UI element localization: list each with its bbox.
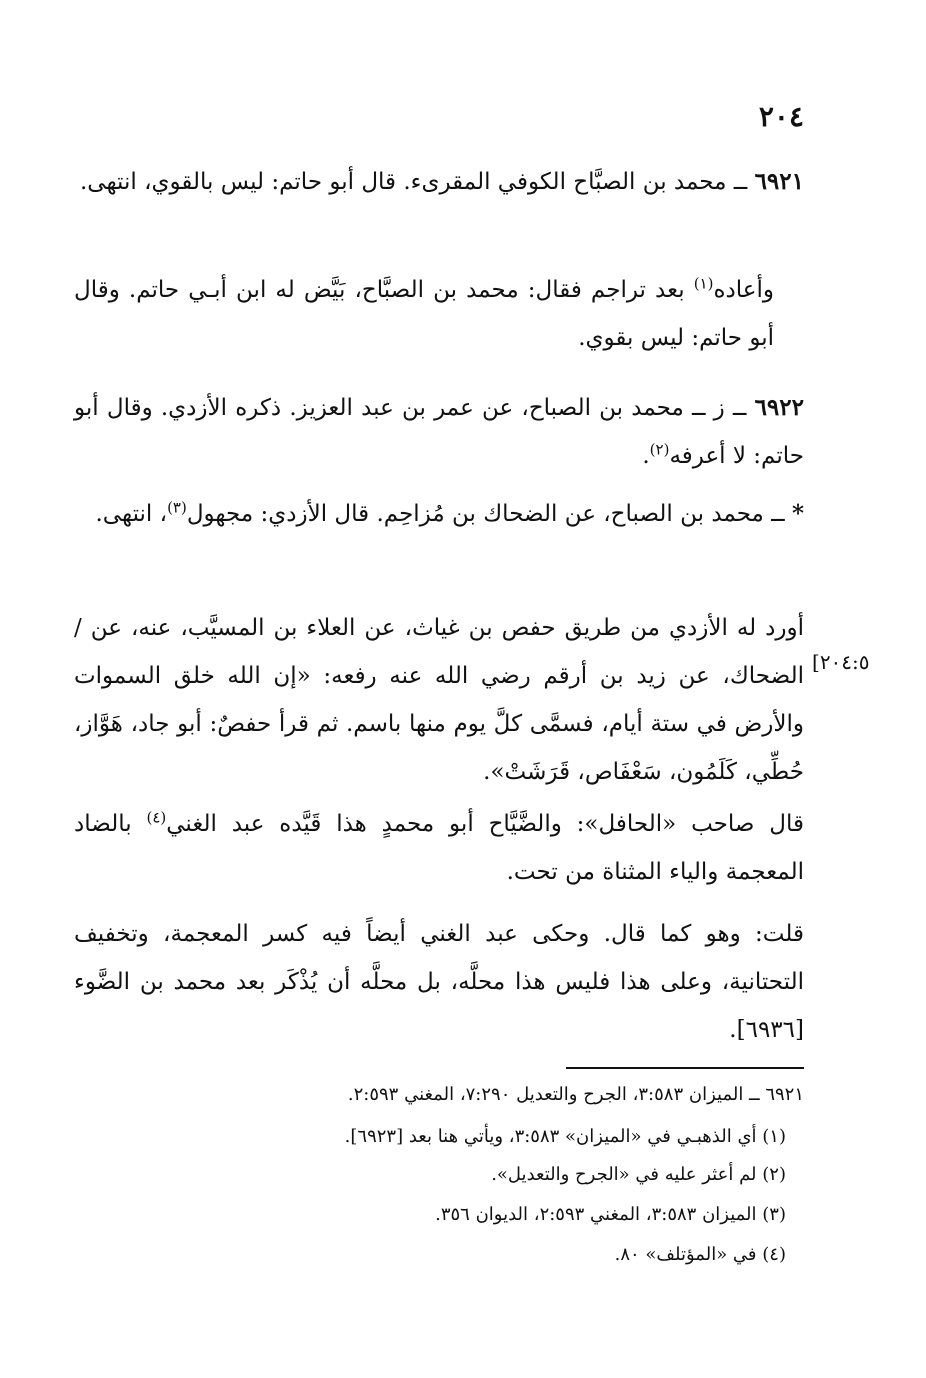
entry-6921 [74,158,804,206]
hadith-paragraph [74,604,804,796]
footnote-text: أي الذهبـي في «الميزان» ٣:٥٨٣، ويأتي هنا بعد [٦٩٢٣]. [344,1126,763,1147]
footnote-divider [566,1067,804,1069]
footnote-text: الميزان ٣:٥٨٣، المغني ٢:٥٩٣، الديوان ٣٥٦. [435,1204,763,1225]
paragraph-text-cont: بالضاد المعجمة والياء المثناة من تحت. [74,811,804,885]
entry-number: ٦٩٢١ [754,168,804,195]
footnote-ref-3[interactable]: (٣) [167,498,187,517]
footnote-ref-4[interactable]: (٤) [146,808,167,827]
entry-reprise [74,266,774,362]
entry-text: وأعاده [713,277,774,303]
footnote-label: (٤) [762,1244,786,1265]
footnote-text: لم أعثر عليه في «الجرح والتعديل». [491,1164,763,1185]
entry-text-cont: ، انتهى. [95,501,168,527]
footnote-4 [56,1240,786,1270]
entry-text-cont: . [642,443,650,469]
footnote-label: ٦٩٢١ [765,1084,804,1105]
footnote-1 [56,1122,786,1152]
page-number: ٢٠٤ [758,100,804,133]
entry-text: ــ محمد بن الصباح، عن الضحاك بن مُزاحِم. قال الأزدي: مجهول [186,501,792,527]
footnote-ref-1[interactable]: (١) [693,274,714,293]
qultu-paragraph [74,910,804,1054]
entry-number: ٦٩٢٢ [754,394,804,421]
entry-6922 [74,384,804,480]
footnote-3 [56,1200,786,1230]
margin-reference: [٢٠٤:٥ [812,650,870,674]
footnote-label: (١) [762,1126,786,1147]
entry-text-cont: بعد تراجم فقال: محمد بن الصبَّاح، بَيَّض له ابن أبـي حاتم. وقال أبو حاتم: ليس بقوي. [74,277,774,351]
footnote-text: في «المؤتلف» ٨٠. [614,1244,763,1265]
entry-text: ــ محمد بن الصبَّاح الكوفي المقرىء. قال أبو حاتم: ليس بالقوي، انتهى. [79,169,755,195]
entry-text: ــ ز ــ محمد بن الصباح، عن عمر بن عبد العزيز. ذكره الأزدي. وقال أبو حاتم: لا أعرفه [74,395,804,469]
entry-star-marker: * [791,500,804,527]
footnote-6921 [74,1080,804,1110]
footnote-label: (٣) [762,1204,786,1225]
footnote-ref-2[interactable]: (٢) [649,440,670,459]
footnote-2 [56,1160,786,1190]
footnote-label: (٢) [762,1164,786,1185]
paragraph-text: قلت: وهو كما قال. وحكى عبد الغني أيضاً فيه كسر المعجمة، وتخفيف التحتانية، وعلى هذا فليس هذا محلَّه، بل محلَّه أن يُذْكَر بعد محمد بن الضَّوء [٦٩٣٦]. [74,921,804,1043]
footnote-text: ــ الميزان ٣:٥٨٣، الجرح والتعديل ٧:٢٩٠، المغني ٢:٥٩٣. [347,1084,766,1105]
paragraph-text: قال صاحب «الحافل»: والضَّيَّاح أبو محمدٍ هذا قَيَّده عبد الغني [166,811,804,837]
paragraph-text: أورد له الأزدي من طريق حفص بن غياث، عن العلاء بن المسيَّب، عنه، عن / الضحاك، عن زيد بن أرقم رضي الله عنه رفعه: «إن الله خلق السموات والأرض في ستة أيام، فسمَّى كلَّ يوم منها باسم. ثم قرأ حفصٌ: أبو جاد، هَوَّاز، حُطِّي، كَلَمُون، سَعْفَاص، قَرَشَتْ». [74,615,804,785]
entry-star [74,490,804,538]
hafil-paragraph [74,800,804,896]
